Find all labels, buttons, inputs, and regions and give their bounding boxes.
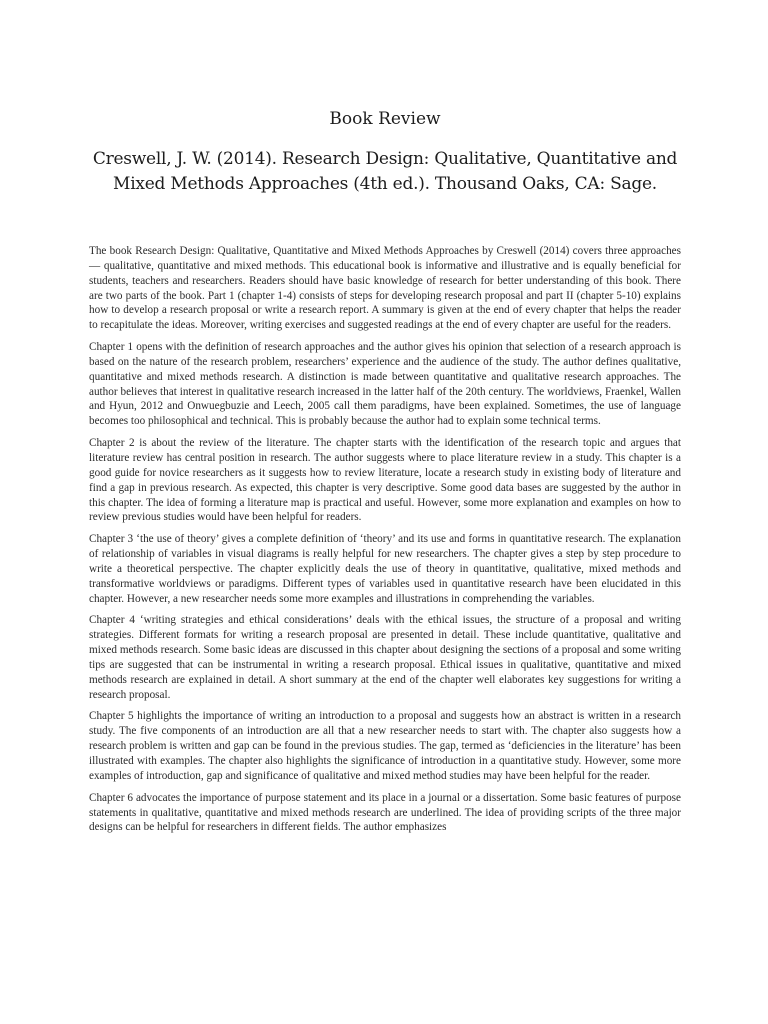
paragraph-chapter-6: Chapter 6 advocates the importance of purpose statement and its place in a journal or a dissertation. Some basic features of purpose statements in qualitative, quantitative and mixed methods research are underlined. The idea of providing scripts of the three major designs can be helpful for researchers in different fields. The author emphasizes [89,791,681,834]
paragraph-chapter-4: Chapter 4 ‘writing strategies and ethical considerations’ deals with the ethical issues, the structure of a proposal and writing strategies. Different formats for writing a research proposal are presented in detail. These include quantitative, qualitative and mixed methods research. Some basic ideas are discussed in this chapter about designing the sections of a proposal and some writing tips are suggested that can be instrumental in writing a research proposal. Ethical issues in qualitative, quantitative and mixed methods research are explained in detail. A short summary at the end of the chapter well elaborates key suggestions for writing a research proposal. [89,614,681,701]
paragraph-chapter-1: Chapter 1 opens with the definition of research approaches and the author gives his opinion that selection of a research approach is based on the nature of the research problem, researchers’ experience and the audience of the study. The author defines qualitative, quantitative and mixed methods research. A distinction is made between quantitative and qualitative research approaches. The author believes that interest in qualitative research increased in the latter half of the 20th century. The worldviews, Fraenkel, Wallen and Hyun, 2012 and Onwuegbuzie and Leech, 2005 call them paradigms, have been explained. Sometimes, the use of language becomes too philosophical and technical. This is probably because the author had to explain some technical terms. [89,341,681,428]
paragraph-chapter-3: Chapter 3 ‘the use of theory’ gives a complete definition of ‘theory’ and its use and forms in quantitative research. The explanation of relationship of variables in visual diagrams is really helpful for new researchers. The chapter gives a step by step procedure to write a theoretical perspective. The chapter explicitly deals the use of theory in quantitative, qualitative, mixed methods and transformative worldviews or paradigms. Different types of variables used in quantitative research have been elucidated in this chapter. However, a new researcher needs some more examples and illustrations in comprehending the variables. [89,533,681,605]
book-citation: Creswell, J. W. (2014). Research Design: Qualitative, Quantitative and Mixed Methods Approaches (4th ed.). Thousand Oaks, CA: Sage. [92,149,678,194]
review-heading: Book Review [329,109,441,129]
review-body [89,244,681,835]
paragraph-chapter-5: Chapter 5 highlights the importance of writing an introduction to a proposal and suggests how an abstract is written in a research study. The five components of an introduction are all that a new researcher needs to start with. The chapter also suggests how a research problem is written and gap can be found in the previous studies. The gap, termed as ‘deficiencies in the literature’ has been illustrated with examples. The chapter also highlights the significance of introduction in a quantitative study. However, some more examples of introduction, gap and significance of qualitative and mixed method studies may have been helpful for the reader. [89,710,681,782]
paragraph-intro: The book Research Design: Qualitative, Quantitative and Mixed Methods Approaches by Creswell (2014) covers three approaches— qualitative, quantitative and mixed methods. This educational book is informative and illustrative and is equally beneficial for students, teachers and researchers. Readers should have basic knowledge of research for better understanding of this book. There are two parts of the book. Part 1 (chapter 1-4) consists of steps for developing research proposal and part II (chapter 5-10) explains how to develop a research proposal or write a research report. A summary is given at the end of every chapter that helps the reader to recapitulate the ideas. Moreover, writing exercises and suggested readings at the end of every chapter are useful for the readers. [89,245,681,332]
paragraph-chapter-2: Chapter 2 is about the review of the literature. The chapter starts with the identification of the research topic and argues that literature review has central position in research. The author suggests where to place literature review in a study. This chapter is a good guide for novice researchers as it suggests how to review literature, locate a research study in existing body of literature and find a gap in previous research. As expected, this chapter is very descriptive. Some good data bases are suggested by the author in this chapter. The idea of forming a literature map is practical and useful. However, some more explanation and examples on how to review previous studies would have been helpful for readers. [89,437,681,524]
